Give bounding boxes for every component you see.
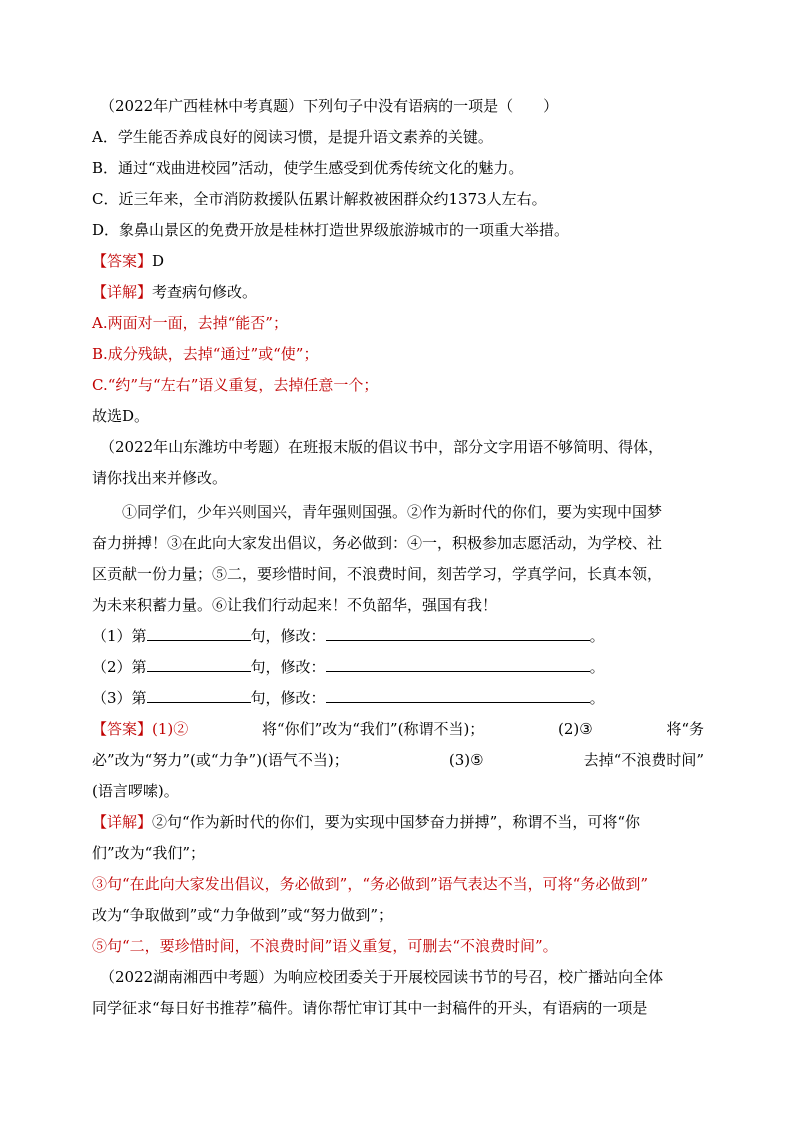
sentence-blank[interactable]	[147, 657, 251, 672]
q2-stem-line2: 请你找出来并修改。	[92, 469, 228, 487]
blank-mid: 句，修改：	[250, 689, 326, 707]
q2-passage-line3: 区贡献一份力量；⑤二，要珍惜时间，不浪费时间，刻苦学习，学真学问，长真本领，	[92, 565, 663, 583]
q3-stem-line2: 同学征求“每日好书推荐”稿件。请你帮忙审订其中一封稿件的开头，有语病的一项是	[92, 999, 648, 1017]
q1-detail	[92, 282, 257, 302]
revision-blank[interactable]	[326, 657, 590, 672]
blank-end: 。	[589, 627, 605, 645]
answer-value: D	[152, 252, 165, 270]
q2-passage-line2: 奋力拼搏！③在此向大家发出倡议，务必做到：④一，积极参加志愿活动，为学校、社	[92, 534, 663, 552]
q1-option-a: A．学生能否养成良好的阅读习惯，是提升语文素养的关键。	[92, 128, 493, 146]
answer-tag: 【答案】	[92, 252, 153, 270]
q2-blank-row-3	[92, 688, 605, 708]
answer-item: (1)②	[152, 720, 189, 738]
blank-number: （2）第	[92, 658, 147, 676]
q1-stem: （2022年广西桂林中考真题）下列句子中没有语病的一项是（ ）	[100, 97, 559, 115]
q1-analysis-a: A.两面对一面，去掉“能否”；	[92, 314, 288, 332]
q2-passage-line1: ①同学们，少年兴则国兴，青年强则国强。②作为新时代的你们，要为实现中国梦	[122, 503, 663, 521]
blank-number: （1）第	[92, 627, 147, 645]
answer-item: (3)⑤	[448, 751, 484, 769]
sentence-blank[interactable]	[147, 688, 251, 703]
q2-detail-line3: ③句“在此向大家发出倡议，务必做到”，“务必做到”语气表达不当，可将“务必做到”	[92, 875, 649, 893]
detail-tag: 【详解】	[92, 813, 153, 831]
revision-blank[interactable]	[326, 688, 590, 703]
answer-tag: 【答案】	[92, 720, 153, 738]
q2-blank-row-1	[92, 626, 605, 646]
q1-option-d: D．象鼻山景区的免费开放是桂林打造世界级旅游城市的一项重大举措。	[92, 221, 570, 239]
blank-end: 。	[589, 689, 605, 707]
q2-answer-line1	[92, 719, 704, 739]
q2-detail-line4: 改为“争取做到”或“力争做到”或“努力做到”；	[92, 906, 394, 924]
blank-mid: 句，修改：	[250, 658, 326, 676]
sentence-blank[interactable]	[147, 626, 251, 641]
q2-detail-line5: ⑤句“二，要珍惜时间，不浪费时间”语义重复，可删去“不浪费时间”。	[92, 937, 558, 955]
q1-answer	[92, 251, 164, 271]
q1-analysis-c: C.“约”与“左右”语义重复，去掉任意一个；	[92, 376, 379, 394]
q1-analysis-b: B.成分残缺，去掉“通过”或“使”；	[92, 345, 319, 363]
q1-option-b: B．通过“戏曲进校园”活动，使学生感受到优秀传统文化的魅力。	[92, 159, 524, 177]
q3-stem-line1: （2022湖南湘西中考题）为响应校团委关于开展校园读书节的号召，校广播站向全体	[100, 968, 664, 986]
blank-number: （3）第	[92, 689, 147, 707]
q1-conclusion: 故选D。	[92, 407, 150, 425]
revision-blank[interactable]	[326, 626, 590, 641]
detail-text: 考查病句修改。	[152, 283, 258, 301]
q2-answer-line2	[92, 750, 704, 770]
detail-tag: 【详解】	[92, 283, 153, 301]
answer-text: 去掉“不浪费时间”	[583, 751, 704, 769]
q1-option-c: C．近三年来，全市消防救援队伍累计解救被困群众约1373人左右。	[92, 190, 547, 208]
blank-mid: 句，修改：	[250, 627, 326, 645]
q2-detail-line1	[92, 812, 640, 832]
detail-text: ②句“作为新时代的你们，要为实现中国梦奋力拼搏”，称谓不当，可将“你	[152, 813, 641, 831]
answer-item: (2)③	[557, 720, 593, 738]
blank-end: 。	[589, 658, 605, 676]
answer-text: 必”改为“努力”(或“力争”)(语气不当)；	[92, 751, 349, 769]
answer-text: 将“务	[666, 720, 704, 738]
q2-stem-line1: （2022年山东潍坊中考题）在班报末版的倡议书中，部分文字用语不够简明、得体，	[100, 438, 664, 456]
q2-passage-line4: 为未来积蓄力量。⑥让我们行动起来！不负韶华，强国有我！	[92, 596, 498, 614]
q2-answer-line3: (语言啰嗦)。	[92, 782, 179, 800]
q2-blank-row-2	[92, 657, 605, 677]
q2-detail-line2: 们”改为“我们”；	[92, 844, 206, 862]
answer-text: 将“你们”改为“我们”(称谓不当)；	[261, 720, 485, 738]
